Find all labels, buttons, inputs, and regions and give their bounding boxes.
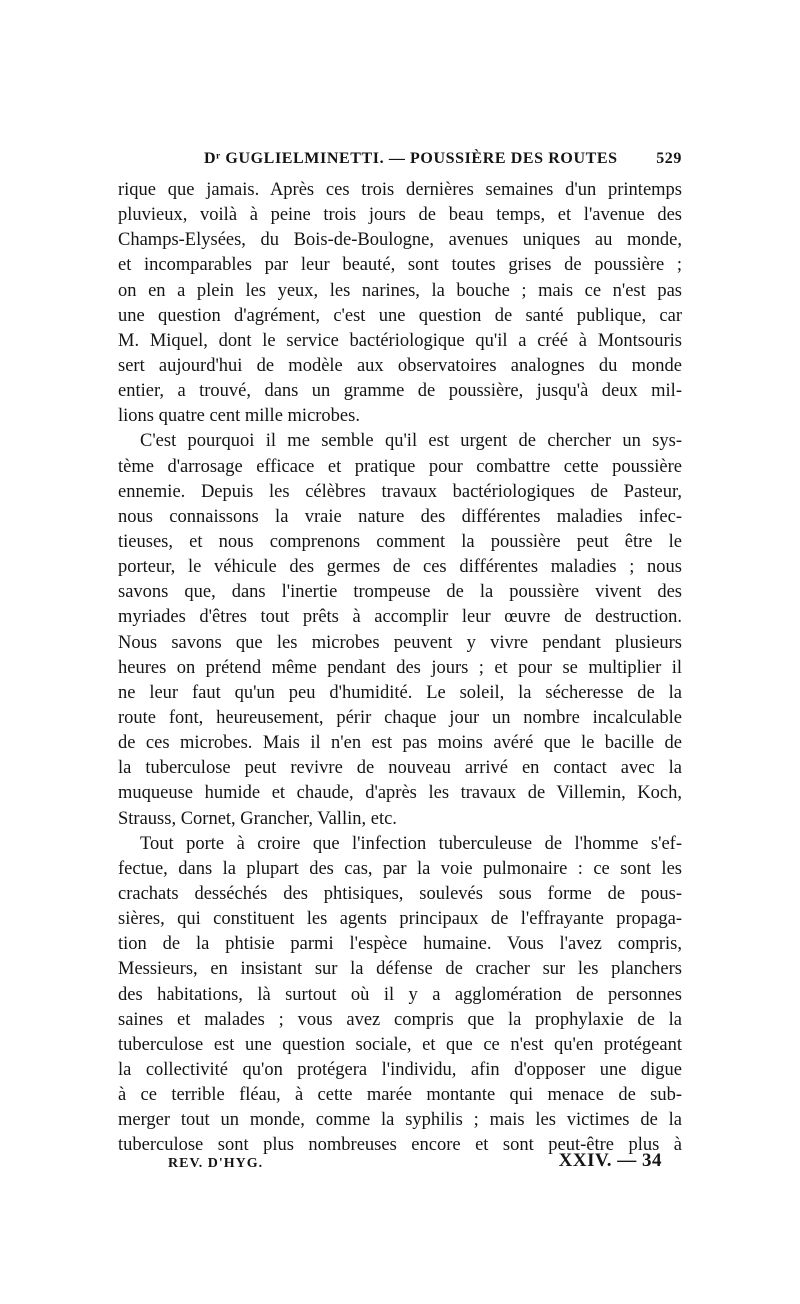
text-line: pluvieux, voilà à peine trois jours de beau temps, et l'avenue des: [118, 205, 682, 226]
text-line: M. Miquel, dont le service bactériologique qu'il a créé à Montsouris: [118, 330, 682, 351]
text-line: heures on prétend même pendant des jours ; et pour se multiplier il: [118, 657, 682, 678]
text-line: route font, heureusement, périr chaque jour un nombre incalculable: [118, 707, 682, 728]
running-title: Dʳ GUGLIELMINETTI. — POUSSIÈRE DES ROUTES: [204, 150, 618, 167]
text-line: sières, qui constituent les agents principaux de l'effrayante propaga-: [118, 909, 682, 930]
text-line: saines et malades ; vous avez compris que la prophylaxie de la: [118, 1009, 682, 1030]
text-line: ennemie. Depuis les célèbres travaux bactériologiques de Pasteur,: [118, 481, 682, 502]
text-line: entier, a trouvé, dans un gramme de poussière, jusqu'à deux mil-: [118, 381, 682, 402]
page-footer: [118, 1150, 682, 1176]
text-line: des habitations, là surtout où il y a agglomération de personnes: [118, 984, 682, 1005]
text-line: myriades d'êtres tout prêts à accomplir leur œuvre de destruction.: [118, 607, 682, 628]
text-line: Messieurs, en insistant sur la défense de cracher sur les planchers: [118, 959, 682, 980]
text-line: tuberculose sont plus nombreuses encore et sont peut-être plus à: [118, 1135, 682, 1156]
text-line: la tuberculose peut revivre de nouveau arrivé en contact avec la: [118, 758, 682, 779]
signature-mark: XXIV. — 34: [558, 1150, 662, 1171]
text-line: à ce terrible fléau, à cette marée montante qui menace de sub-: [118, 1085, 682, 1106]
text-line: tieuses, et nous comprenons comment la poussière peut être le: [118, 531, 682, 552]
text-line: crachats desséchés des phtisiques, soulevés sous forme de pous-: [118, 883, 682, 904]
text-line: la collectivité qu'on protégera l'individu, afin d'opposer une digue: [118, 1059, 682, 1080]
page-header: [118, 150, 682, 174]
paragraph-start-line: C'est pourquoi il me semble qu'il est urgent de chercher un sys-: [140, 431, 682, 452]
text-line: on en a plein les yeux, les narines, la bouche ; mais ce n'est pas: [118, 280, 682, 301]
text-line: sert aujourd'hui de modèle aux observatoires analognes du monde: [118, 355, 682, 376]
text-line: tion de la phtisie parmi l'espèce humaine. Vous l'avez compris,: [118, 934, 682, 955]
text-line: Nous savons que les microbes peuvent y vivre pendant plusieurs: [118, 632, 682, 653]
text-line: porteur, le véhicule des germes de ces différentes maladies ; nous: [118, 557, 682, 578]
text-line: une question d'agrément, c'est une question de santé publique, car: [118, 305, 682, 326]
text-line: muqueuse humide et chaude, d'après les travaux de Villemin, Koch,: [118, 783, 682, 804]
text-line: et incomparables par leur beauté, sont toutes grises de poussière ;: [118, 255, 682, 276]
paragraph-start-line: Tout porte à croire que l'infection tuberculeuse de l'homme s'ef-: [140, 833, 682, 854]
text-line: tème d'arrosage efficace et pratique pour combattre cette poussière: [118, 456, 682, 477]
text-line: nous connaissons la vraie nature des différentes maladies infec-: [118, 506, 682, 527]
text-line: lions quatre cent mille microbes.: [118, 406, 360, 427]
text-line: Strauss, Cornet, Grancher, Vallin, etc.: [118, 808, 397, 829]
journal-abbreviation: REV. D'HYG.: [168, 1156, 264, 1171]
body-text: [118, 178, 682, 1158]
text-line: Champs-Elysées, du Bois-de-Boulogne, avenues uniques au monde,: [118, 230, 682, 251]
text-line: ne leur faut qu'un peu d'humidité. Le soleil, la sécheresse de la: [118, 682, 682, 703]
page-number: 529: [656, 150, 682, 167]
text-line: merger tout un monde, comme la syphilis ; mais les victimes de la: [118, 1110, 682, 1131]
text-line: fectue, dans la plupart des cas, par la voie pulmonaire : ce sont les: [118, 858, 682, 879]
text-line: tuberculose est une question sociale, et que ce n'est qu'en protégeant: [118, 1034, 682, 1055]
text-line: de ces microbes. Mais il n'en est pas moins avéré que le bacille de: [118, 733, 682, 754]
text-line: savons que, dans l'inertie trompeuse de la poussière vivent des: [118, 582, 682, 603]
text-line: rique que jamais. Après ces trois dernières semaines d'un printemps: [118, 180, 682, 200]
